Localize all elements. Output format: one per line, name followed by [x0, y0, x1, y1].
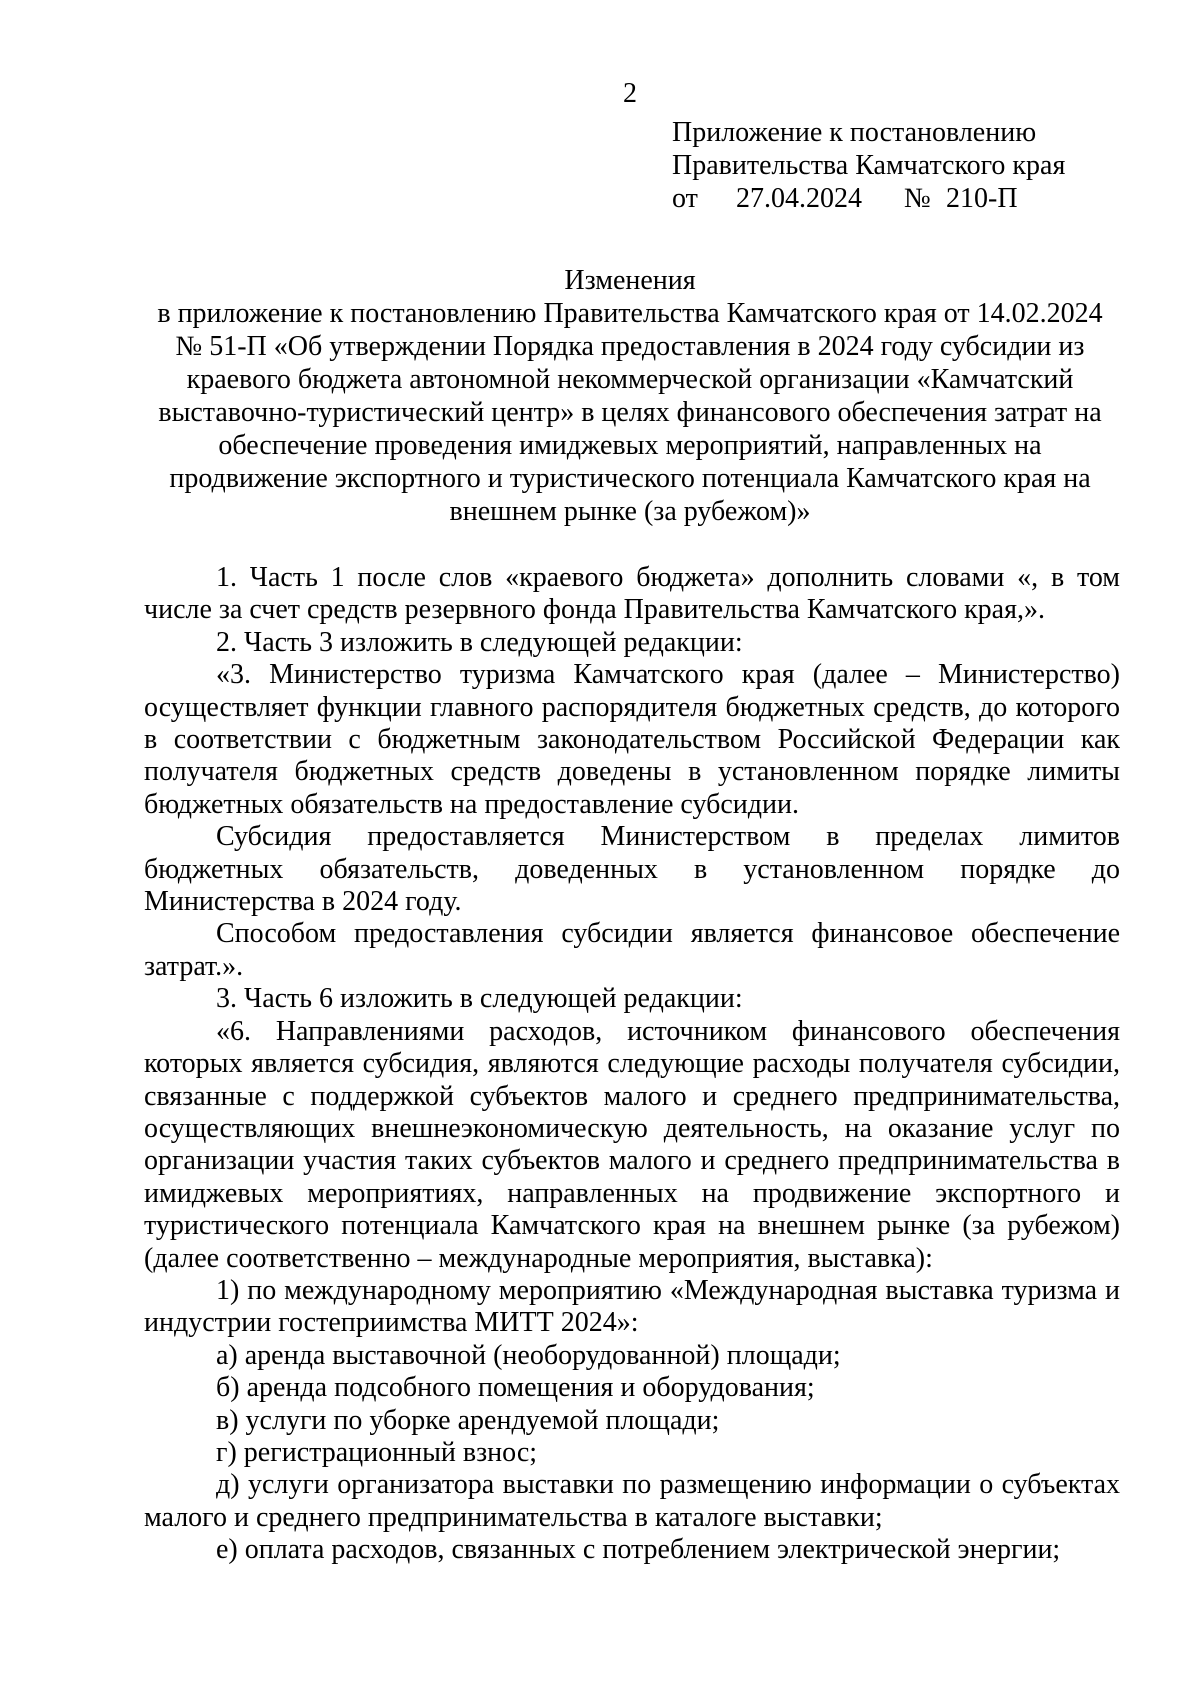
title-heading: Изменения [564, 265, 696, 296]
list-item: г) регистрационный взнос; [216, 1436, 538, 1468]
title-line: внешнем рынке (за рубежом)» [449, 496, 811, 527]
paragraph: 2. Часть 3 изложить в следующей редакции: [216, 626, 743, 658]
paragraph: 1) по международному мероприятию «Международная выставка туризма и индустрии гостеприимства МИТТ 2024»: [144, 1274, 1120, 1339]
paragraph: Субсидия предоставляется Министерством в пределах лимитов бюджетных обязательств, доведенных в установленном порядке до Министерства в 2024 году. [144, 821, 1120, 918]
list-item: в) услуги по уборке арендуемой площади; [216, 1404, 720, 1436]
list-item: е) оплата расходов, связанных с потреблением электрической энергии; [216, 1534, 1061, 1566]
paragraph: 1. Часть 1 после слов «краевого бюджета» дополнить словами «, в том числе за счет средств резервного фонда Правительства Камчатского края,». [144, 562, 1120, 626]
title-line: № 51-П «Об утверждении Порядка предоставления в 2024 году субсидии из [175, 331, 1085, 362]
title-line: обеспечение проведения имиджевых мероприятий, направленных на [218, 430, 1042, 461]
annex-header [672, 116, 1065, 215]
annex-line-2: Правительства Камчатского края [672, 150, 1066, 181]
page-number: 2 [623, 78, 637, 109]
document-body [144, 562, 1120, 1567]
paragraph: «3. Министерство туризма Камчатского края (далее – Министерство) осуществляет функции главного распорядителя бюджетных средств, до которого в соответствии с бюджетным законодательством Российской Федерации как получателя бюджетных средств доведены в установленном порядке лимиты бюджетных обязательств на предоставление субсидии. [144, 659, 1120, 820]
list-item: а) аренда выставочной (необорудованной) площади; [216, 1339, 841, 1371]
title-line: продвижение экспортного и туристического потенциала Камчатского края на [169, 463, 1091, 494]
title-line: выставочно-туристический центр» в целях финансового обеспечения затрат на [158, 397, 1102, 428]
document-title [140, 264, 1120, 528]
annex-date: 27.04.2024 [736, 183, 862, 214]
paragraph: «6. Направлениями расходов, источником финансового обеспечения которых является субсидия, являются следующие расходы получателя субсидии, связанные с поддержкой субъектов малого и среднего предпринимательства, осуществляющих внешнеэкономическую деятельность, на оказание услуг по организации участия таких субъектов малого и среднего предпринимательства в имиджевых мероприятиях, направленных на продвижение экспортного и туристического потенциала Камчатского края на внешнем рынке (за рубежом) (далее соответственно – международные мероприятия, выставка): [144, 1015, 1120, 1274]
annex-meta [672, 182, 1065, 215]
annex-line-1: Приложение к постановлению [672, 117, 1037, 148]
list-item: д) услуги организатора выставки по размещению информации о субъектах малого и среднего предпринимательства в каталоге выставки; [144, 1469, 1120, 1533]
paragraph: 3. Часть 6 изложить в следующей редакции: [216, 983, 743, 1015]
title-line: краевого бюджета автономной некоммерческой организации «Камчатский [186, 364, 1074, 395]
annex-number: 210-П [946, 183, 1018, 214]
list-item: б) аренда подсобного помещения и оборудования; [216, 1372, 815, 1404]
paragraph: Способом предоставления субсидии является финансовое обеспечение затрат.». [144, 918, 1120, 982]
title-line: в приложение к постановлению Правительства Камчатского края от 14.02.2024 [157, 298, 1103, 329]
annex-from-label: от [672, 183, 698, 214]
annex-number-sign: № [904, 183, 931, 214]
